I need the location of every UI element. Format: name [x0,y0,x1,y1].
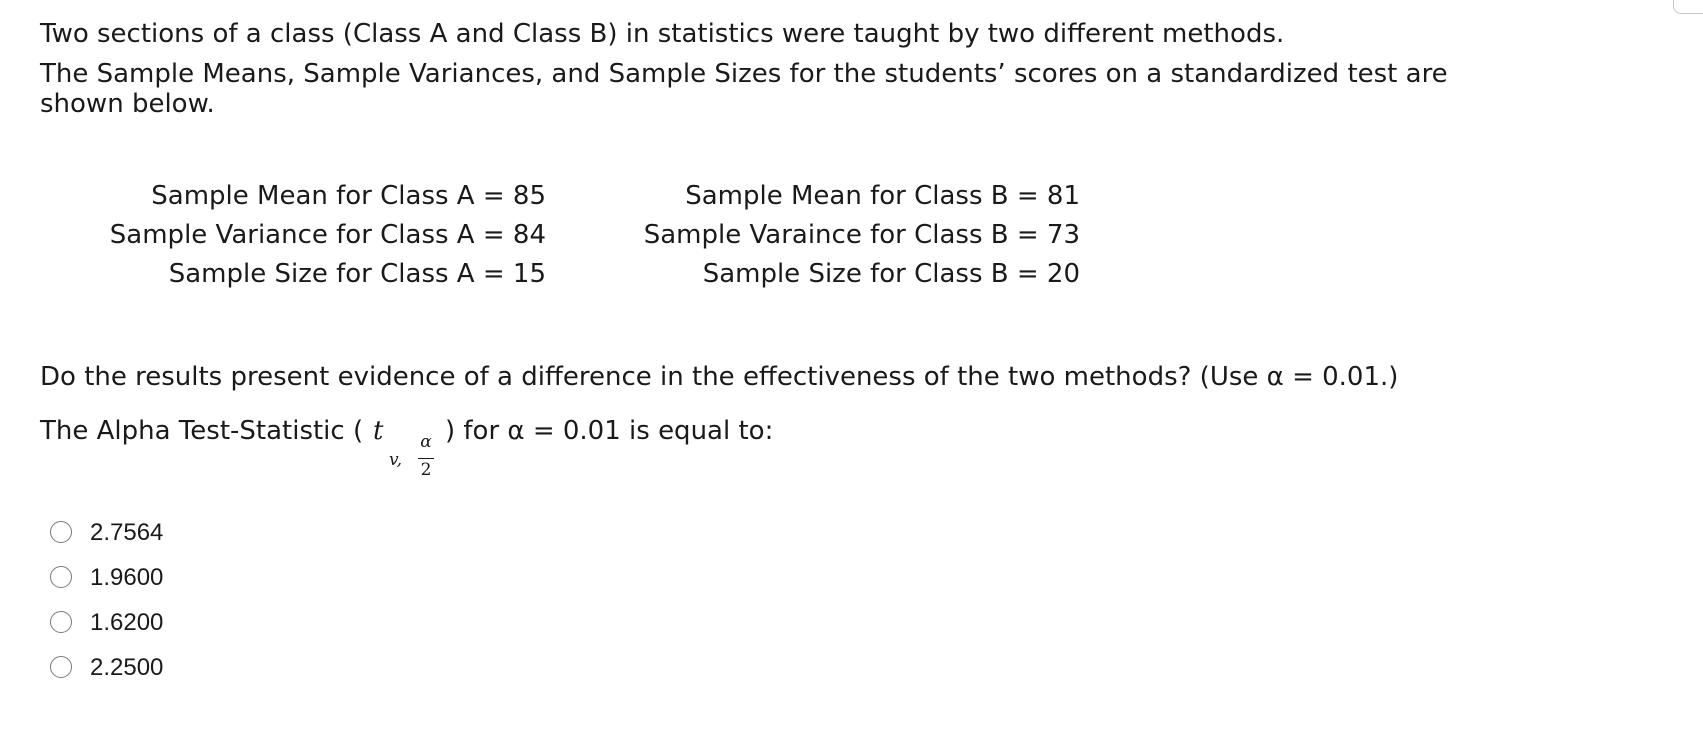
t-symbol: t [373,416,384,446]
subscript-degrees-of-freedom: v, [389,450,402,470]
alpha-prompt-prefix: The Alpha Test-Statistic ( [40,416,364,446]
answer-option-label: 2.2500 [90,654,164,681]
fraction-denominator: 2 [420,460,432,480]
answer-option-1[interactable] [50,516,350,550]
stats-row-variance [40,215,1140,255]
class-a-mean: Sample Mean for Class A = 85 [151,181,546,211]
alpha-test-statistic-prompt [40,414,940,494]
answer-option-4[interactable] [50,651,350,685]
answer-option-label: 2.7564 [90,519,164,546]
class-b-size: Sample Size for Class B = 20 [702,259,1080,289]
radio-button-icon[interactable] [50,566,72,588]
corner-decoration [1673,0,1703,14]
alpha-prompt-suffix: ) for α = 0.01 is equal to: [445,416,774,446]
class-b-variance: Sample Varaince for Class B = 73 [643,220,1080,250]
answer-option-2[interactable] [50,561,350,595]
radio-button-icon[interactable] [50,656,72,678]
answer-option-label: 1.6200 [90,609,164,636]
stats-row-size [40,254,1140,294]
fraction-numerator-alpha: α [420,432,432,452]
class-a-variance: Sample Variance for Class A = 84 [109,220,546,250]
intro-text-line-1: Two sections of a class (Class A and Class B) in statistics were taught by two different methods. [40,19,1285,49]
class-a-size: Sample Size for Class A = 15 [168,259,546,289]
radio-button-icon[interactable] [50,611,72,633]
stats-row-mean [40,176,1140,216]
class-b-mean: Sample Mean for Class B = 81 [685,181,1080,211]
sample-statistics-table [40,176,1140,306]
answer-option-3[interactable] [50,606,350,640]
intro-text-line-2: The Sample Means, Sample Variances, and Sample Sizes for the students’ scores on a standardized test are [40,59,1448,89]
answer-option-label: 1.9600 [90,564,164,591]
radio-button-icon[interactable] [50,521,72,543]
intro-text-line-3: shown below. [40,89,215,119]
question-text: Do the results present evidence of a difference in the effectiveness of the two methods? (Use α = 0.01.) [40,362,1399,392]
fraction-bar [418,458,434,459]
